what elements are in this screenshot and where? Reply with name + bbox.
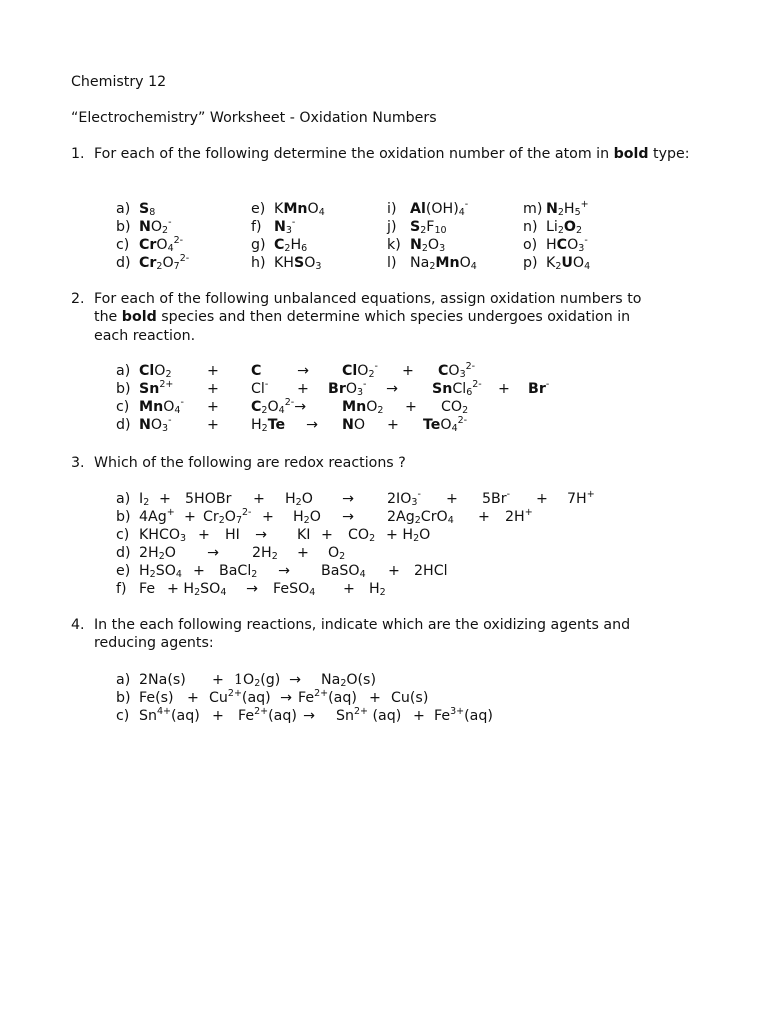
question-text: For each of the following determine the oxidation number of the atom in bold type: xyxy=(94,146,690,162)
q1-item-c: c) CrO$_4^{2-}$ xyxy=(116,235,184,254)
course-title: Chemistry 12 xyxy=(71,74,167,90)
question-number: 3. xyxy=(71,455,85,471)
question-text: For each of the following unbalanced equations, assign oxidation numbers to the bold species and then determine which species undergoes oxidation in each reaction. xyxy=(94,291,642,344)
q3-equation-d: d) $2H_2O$ → $2H_2$ + $O_2$ xyxy=(116,545,346,562)
question-number: 1. xyxy=(71,146,85,162)
question-number: 4. xyxy=(71,617,85,633)
q3-equation-a: a) $I_2$ + 5HOBr + $H_2O$ → $2IO_3^-$ + 5Br- + 7H+ xyxy=(116,489,595,508)
question-text: In the each following reactions, indicate which are the oxidizing agents and reducing agents: xyxy=(94,617,631,652)
q1-item-b: b) $NO_2^-$ xyxy=(116,217,172,236)
q3-equation-c: c) $KHCO_3$ + HI → KI + $CO_2$ + $H_2O$ xyxy=(116,527,431,544)
q1-item-p: p) $K_2UO_4$ xyxy=(523,255,591,272)
q2-equation-c: c) MnO$_4$- + $C_2O_4^{2-}\to$ MnO$_2$ + $CO_2$ xyxy=(116,397,469,416)
q1-item-a: a) $S_8$ xyxy=(116,201,156,218)
q3-equation-e: e) $H_2SO_4$ + BaCl$_2$ → BaSO$_4$ + 2HCl xyxy=(116,563,448,580)
question-3 xyxy=(71,454,711,472)
question-1 xyxy=(71,145,711,163)
q1-item-i: i) $Al(OH)_4^-$ xyxy=(387,199,469,218)
q1-item-m: m) $N_2H_5^+$ xyxy=(523,199,589,218)
q1-item-f: f) $N_3^-$ xyxy=(251,217,296,236)
q1-item-k: k) $N_2O_3$ xyxy=(387,237,446,254)
q2-equation-a: a) ClO$_2$ + C → ClO$_2$- + $CO_3^{2-}$ xyxy=(116,361,476,380)
q1-item-g: g) $C_2H_6$ xyxy=(251,237,308,254)
q4-equation-b: b) Fe(s) + $Cu^{2+}(aq)$ → $Fe^{2+}(aq)$ + Cu(s) xyxy=(116,688,429,706)
q1-item-h: h) $KHSO_3$ xyxy=(251,255,322,272)
q1-item-j: j) $S_2F_{10}$ xyxy=(387,219,447,236)
question-2 xyxy=(71,290,711,345)
q1-item-e: e) KMnO$_4$ xyxy=(251,201,325,218)
question-4 xyxy=(71,616,711,653)
question-number: 2. xyxy=(71,291,85,307)
question-text: Which of the following are redox reactions ? xyxy=(94,455,406,471)
q4-equation-a: a) 2Na(s) + $1O_2(g)$ → $Na_2O(s)$ xyxy=(116,672,376,689)
q2-equation-b: b) $Sn^{2+}$ + Cl- + BrO$_3$- → SnCl$_6^{2-}$ + Br- xyxy=(116,379,550,398)
q1-item-n: n) $Li_2O_2$ xyxy=(523,219,583,236)
q4-equation-c: c) $Sn^{4+}(aq)$ + $Fe^{2+}(aq)$ → $Sn^{2+}$ (aq) + $Fe^{3+}(aq)$ xyxy=(116,706,493,724)
q1-item-o: o) $HCO_3^-$ xyxy=(523,235,588,254)
q1-item-l: l) $Na_2MnO_4$ xyxy=(387,255,477,272)
q3-equation-f: f) Fe + $H_2SO_4$ → FeSO$_4$ + $H_2$ xyxy=(116,581,386,598)
q1-item-d: d) $Cr_2O_7^{2-}$ xyxy=(116,253,190,272)
q3-equation-b: b) 4Ag+ + $Cr_2O_7^{2-}$ + $H_2O$ → $2Ag_2CrO_4$ + 2H+ xyxy=(116,507,533,526)
q2-equation-d: d) $NO_3^-$ + $H_2Te$ → NO + TeO$_4^{2-}$ xyxy=(116,415,468,434)
worksheet-title: “Electrochemistry” Worksheet - Oxidation Numbers xyxy=(71,110,437,126)
